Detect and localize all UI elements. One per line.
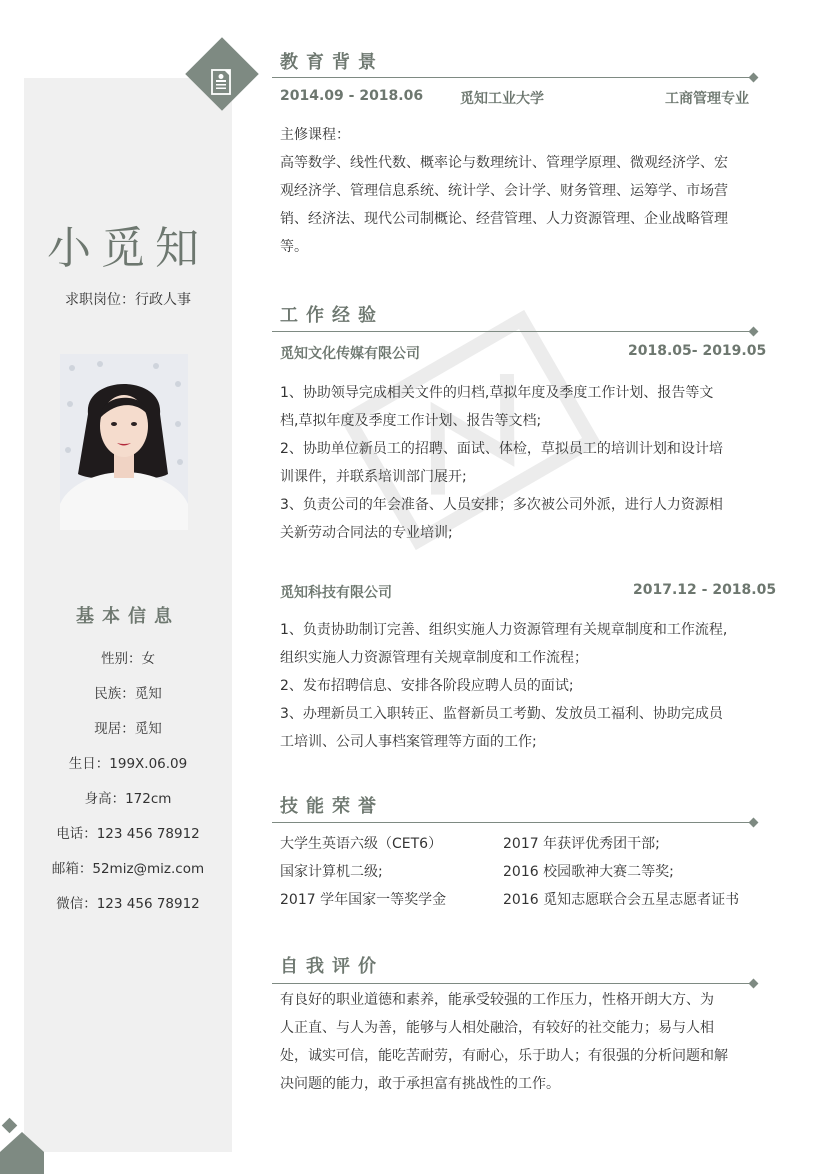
document-icon: [209, 68, 235, 98]
portrait-illustration: [60, 354, 188, 530]
education-divider: [272, 77, 752, 78]
courses-line: 销、经济法、现代公司制概论、经营管理、人力资源管理、企业战略管理: [280, 211, 728, 227]
basic-info-title: 基本信息: [76, 606, 180, 627]
skill-item: 2017 学年国家一等奖学金: [280, 892, 447, 908]
job-2-description: [280, 616, 764, 756]
self-eval-line: 决问题的能力，敢于承担富有挑战性的工作。: [280, 1076, 560, 1092]
skills-title: 技能荣誉: [280, 796, 384, 817]
job-2-company: 觅知科技有限公司: [280, 585, 392, 601]
info-gender: 性别：女: [101, 651, 155, 667]
honor-item: 2016 觅知志愿联合会五星志愿者证书: [503, 892, 740, 908]
job-line: 1、负责协助制订完善、组织实施人力资源管理有关规章制度和工作流程,: [280, 622, 728, 638]
job-line: 组织实施人力资源管理有关规章制度和工作流程；: [280, 650, 588, 666]
self-eval-divider: [272, 983, 752, 984]
candidate-name: 小觅知: [47, 223, 209, 274]
education-divider-dot: [749, 73, 759, 83]
skills-row: [280, 830, 770, 858]
job-line: 2、发布招聘信息、安排各阶段应聘人员的面试;: [280, 678, 574, 694]
job-objective: 求职岗位：行政人事: [65, 292, 191, 308]
info-email: 邮箱：52miz@miz.com: [51, 861, 205, 877]
info-residence: 现居：觅知: [94, 721, 162, 737]
job-1-period: 2018.05- 2019.05: [628, 343, 767, 359]
job-line: 工培训、公司人事档案管理等方面的工作;: [280, 734, 537, 750]
honor-item: 2017 年获评优秀团干部;: [503, 836, 660, 852]
education-period: 2014.09 - 2018.06: [280, 88, 424, 104]
job-1-description: [280, 379, 764, 547]
portrait-photo: [60, 354, 188, 530]
basic-info-list: [24, 649, 232, 929]
info-height: 身高：172cm: [84, 791, 172, 807]
work-title: 工作经验: [280, 305, 384, 326]
job-line: 1、协助领导完成相关文件的归档,草拟年度及季度工作计划、报告等文: [280, 385, 714, 401]
work-divider-dot: [749, 327, 759, 337]
info-wechat: 微信：123 456 78912: [56, 896, 200, 912]
job-line: 关新劳动合同法的专业培训;: [280, 525, 453, 541]
self-eval-line: 人正直、与人为善，能够与人相处融洽，有较好的社交能力；易与人相: [280, 1020, 714, 1036]
skills-divider-dot: [749, 818, 759, 828]
education-title: 教育背景: [280, 52, 384, 73]
courses-line: 高等数学、线性代数、概率论与数理统计、管理学原理、微观经济学、宏: [280, 155, 728, 171]
skills-row: [280, 858, 770, 886]
education-school: 觅知工业大学: [460, 91, 544, 107]
self-eval-title: 自我评价: [280, 956, 384, 977]
corner-decoration: [0, 1108, 60, 1174]
honor-item: 2016 校园歌神大赛二等奖;: [503, 864, 674, 880]
job-line: 2、协助单位新员工的招聘、面试、体检，草拟员工的培训计划和设计培: [280, 441, 723, 457]
skills-row: [280, 886, 770, 914]
job-1-company: 觅知文化传媒有限公司: [280, 346, 420, 362]
info-birthday: 生日：199X.06.09: [68, 756, 188, 772]
courses-line: 等。: [280, 239, 308, 255]
job-line: 档,草拟年度及季度工作计划、报告等文档;: [280, 413, 542, 429]
self-eval-line: 处，诚实可信，能吃苦耐劳，有耐心，乐于助人；有很强的分析问题和解: [280, 1048, 728, 1064]
education-major: 工商管理专业: [665, 91, 749, 107]
job-line: 3、负责公司的年会准备、人员安排；多次被公司外派，进行人力资源相: [280, 497, 723, 513]
self-eval-line: 有良好的职业道德和素养，能承受较强的工作压力，性格开朗大方、为: [280, 992, 714, 1008]
job-line: 3、办理新员工入职转正、监督新员工考勤、发放员工福利、协助完成员: [280, 706, 723, 722]
work-divider: [272, 331, 752, 332]
skills-divider: [272, 822, 752, 823]
skill-item: 国家计算机二级;: [280, 864, 383, 880]
job-line: 训课件，并联系培训部门展开;: [280, 469, 467, 485]
skill-item: 大学生英语六级（CET6）: [280, 836, 443, 852]
skills-list: [280, 830, 770, 914]
job-2-period: 2017.12 - 2018.05: [633, 582, 777, 598]
courses-label: 主修课程：: [280, 127, 350, 143]
education-courses: [280, 121, 764, 261]
info-phone: 电话：123 456 78912: [56, 826, 200, 842]
info-ethnicity: 民族：觅知: [94, 686, 162, 702]
courses-line: 观经济学、管理信息系统、统计学、会计学、财务管理、运筹学、市场营: [280, 183, 728, 199]
self-eval-text: [280, 986, 764, 1098]
